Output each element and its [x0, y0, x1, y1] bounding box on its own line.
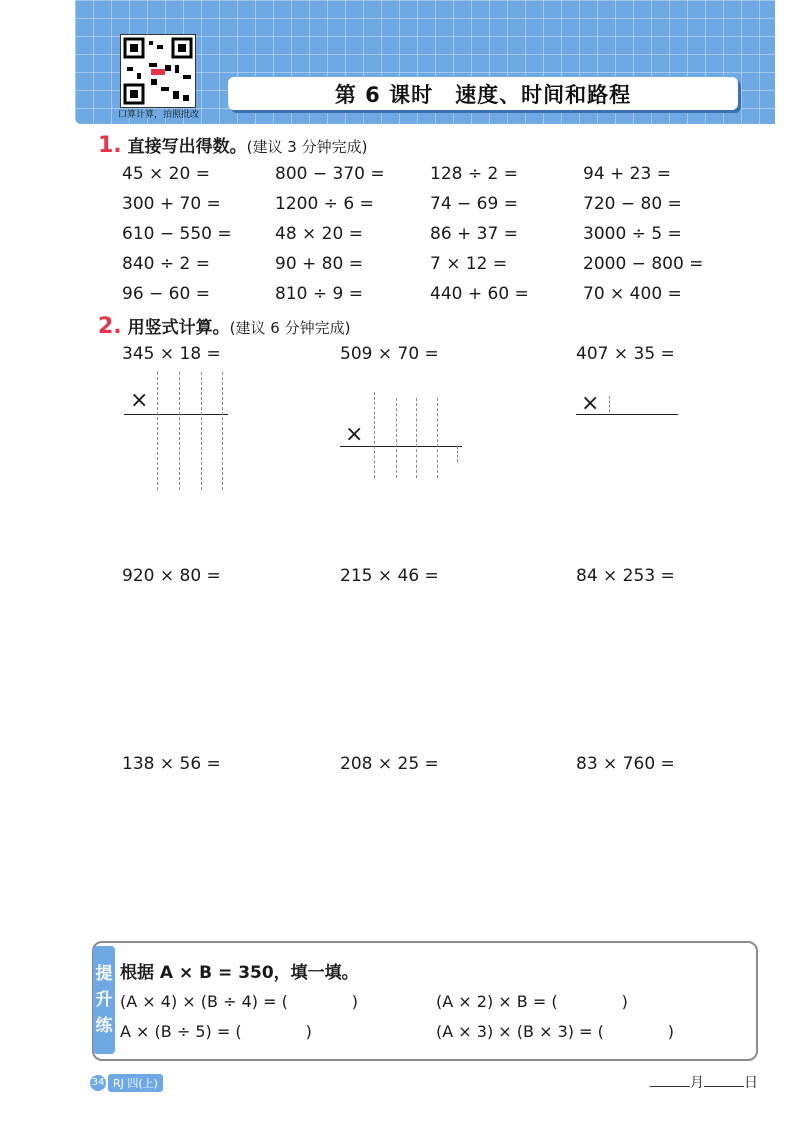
lesson-title: 第 6 课时 速度、时间和路程	[334, 82, 632, 107]
times-sign: ×	[130, 388, 149, 413]
mental-problem: 720 − 80 =	[583, 194, 682, 214]
digit-guide	[157, 372, 158, 490]
times-sign: ×	[345, 422, 364, 447]
vertical-problem: 138 × 56 =	[122, 754, 221, 774]
mental-problem: 7 × 12 =	[430, 254, 508, 274]
mental-problem: 90 + 80 =	[275, 254, 363, 274]
vertical-problem: 345 × 18 =	[122, 344, 221, 364]
section-1-number: 1.	[98, 133, 122, 158]
vertical-problem: 83 × 760 =	[576, 754, 675, 774]
practice-tag-char: 提	[95, 964, 113, 984]
section-1-heading	[98, 132, 367, 158]
vertical-problem: 84 × 253 =	[576, 566, 675, 586]
digit-guide	[437, 398, 438, 478]
mental-problem: 440 + 60 =	[430, 284, 529, 304]
book-label: RJ 四(上)	[108, 1074, 163, 1092]
mental-problem: 45 × 20 =	[122, 164, 210, 184]
mental-problem: 74 − 69 =	[430, 194, 518, 214]
vertical-problem: 407 × 35 =	[576, 344, 675, 364]
calc-line	[576, 414, 678, 415]
digit-guide	[457, 446, 458, 462]
date-fill	[650, 1072, 758, 1092]
calc-line	[124, 414, 228, 415]
mental-problem: 48 × 20 =	[275, 224, 363, 244]
mental-problem: 86 + 37 =	[430, 224, 518, 244]
digit-guide	[416, 398, 417, 478]
mental-problem: 3000 ÷ 5 =	[583, 224, 682, 244]
practice-tag-char: 练	[95, 1016, 113, 1036]
mental-problem: 810 ÷ 9 =	[275, 284, 363, 304]
vertical-problem: 920 × 80 =	[122, 566, 221, 586]
mental-problem: 2000 − 800 =	[583, 254, 704, 274]
section-2-number: 2.	[98, 314, 122, 339]
practice-question: (A × 2) × B = ( )	[436, 992, 628, 1011]
digit-guide	[179, 372, 180, 490]
times-sign: ×	[581, 391, 600, 416]
month-label: 月	[690, 1075, 704, 1091]
digit-guide	[396, 398, 397, 478]
mental-problem: 70 × 400 =	[583, 284, 682, 304]
vertical-problem: 208 × 25 =	[340, 754, 439, 774]
mental-problem: 96 − 60 =	[122, 284, 210, 304]
qr-caption: 口算计算，拍照批改	[118, 110, 200, 120]
mental-problem: 94 + 23 =	[583, 164, 671, 184]
section-2-note: (建议 6 分钟完成)	[229, 319, 351, 337]
day-label: 日	[744, 1075, 758, 1091]
mental-problem: 840 ÷ 2 =	[122, 254, 210, 274]
mental-problem: 300 + 70 =	[122, 194, 221, 214]
mental-problem: 610 − 550 =	[122, 224, 232, 244]
page-number: 34	[90, 1075, 106, 1091]
digit-guide	[201, 372, 202, 490]
calc-line	[340, 446, 462, 447]
vertical-problem: 509 × 70 =	[340, 344, 439, 364]
mental-problem: 1200 ÷ 6 =	[275, 194, 374, 214]
practice-intro: 根据 A × B = 350，填一填。	[120, 963, 359, 983]
lesson-title-banner	[228, 77, 738, 110]
mental-problem: 800 − 370 =	[275, 164, 385, 184]
section-1-note: (建议 3 分钟完成)	[246, 138, 368, 156]
month-blank[interactable]	[650, 1086, 690, 1087]
qr-code[interactable]	[120, 34, 196, 108]
section-2-heading	[98, 313, 350, 339]
digit-guide	[222, 372, 223, 490]
practice-question: (A × 3) × (B × 3) = ( )	[436, 1022, 675, 1041]
vertical-problem: 215 × 46 =	[340, 566, 439, 586]
digit-guide	[609, 396, 610, 412]
practice-question: (A × 4) × (B ÷ 4) = ( )	[120, 992, 359, 1011]
section-1-title: 直接写出得数。	[127, 137, 247, 157]
practice-question: A × (B ÷ 5) = ( )	[120, 1022, 312, 1041]
day-blank[interactable]	[704, 1086, 744, 1087]
practice-tag	[93, 946, 115, 1054]
practice-tag-char: 升	[95, 990, 113, 1010]
digit-guide	[374, 392, 375, 478]
mental-problem: 128 ÷ 2 =	[430, 164, 518, 184]
section-2-title: 用竖式计算。	[127, 318, 230, 338]
